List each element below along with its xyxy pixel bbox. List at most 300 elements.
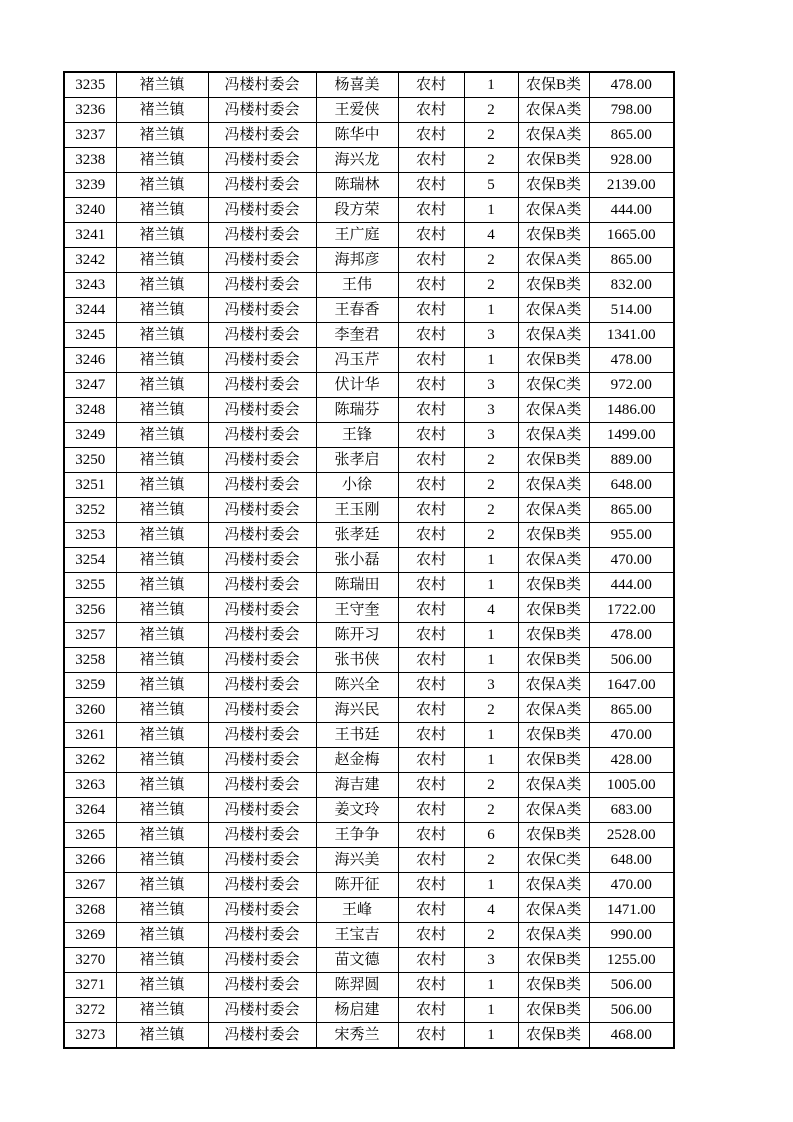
cell-amount: 506.00: [589, 998, 674, 1023]
table-row: [64, 448, 674, 473]
cell-person-count: 2: [464, 98, 518, 123]
cell-amount: 506.00: [589, 973, 674, 998]
table-row: [64, 548, 674, 573]
cell-village: 冯楼村委会: [208, 898, 316, 923]
cell-person-name: 杨喜美: [316, 72, 398, 98]
cell-village: 冯楼村委会: [208, 798, 316, 823]
cell-person-count: 2: [464, 498, 518, 523]
cell-person-count: 1: [464, 723, 518, 748]
cell-village: 冯楼村委会: [208, 248, 316, 273]
cell-person-name: 王春香: [316, 298, 398, 323]
cell-person-count: 1: [464, 198, 518, 223]
cell-village: 冯楼村委会: [208, 548, 316, 573]
cell-residence-type: 农村: [398, 248, 464, 273]
cell-insurance-category: 农保A类: [518, 248, 589, 273]
cell-insurance-category: 农保B类: [518, 998, 589, 1023]
cell-insurance-category: 农保B类: [518, 573, 589, 598]
cell-person-count: 2: [464, 123, 518, 148]
cell-row-id: 3267: [64, 873, 116, 898]
cell-person-name: 姜文玲: [316, 798, 398, 823]
cell-village: 冯楼村委会: [208, 223, 316, 248]
table-row: [64, 598, 674, 623]
cell-amount: 972.00: [589, 373, 674, 398]
cell-row-id: 3250: [64, 448, 116, 473]
cell-amount: 832.00: [589, 273, 674, 298]
cell-amount: 428.00: [589, 748, 674, 773]
cell-residence-type: 农村: [398, 673, 464, 698]
table-row: [64, 198, 674, 223]
cell-village: 冯楼村委会: [208, 948, 316, 973]
cell-residence-type: 农村: [398, 473, 464, 498]
cell-town: 褚兰镇: [116, 923, 208, 948]
cell-village: 冯楼村委会: [208, 323, 316, 348]
cell-row-id: 3269: [64, 923, 116, 948]
table-row: [64, 398, 674, 423]
cell-person-name: 张孝启: [316, 448, 398, 473]
cell-town: 褚兰镇: [116, 173, 208, 198]
cell-village: 冯楼村委会: [208, 1023, 316, 1049]
cell-insurance-category: 农保B类: [518, 223, 589, 248]
cell-person-count: 2: [464, 523, 518, 548]
cell-amount: 1255.00: [589, 948, 674, 973]
cell-insurance-category: 农保B类: [518, 273, 589, 298]
cell-amount: 683.00: [589, 798, 674, 823]
cell-row-id: 3253: [64, 523, 116, 548]
cell-village: 冯楼村委会: [208, 473, 316, 498]
cell-village: 冯楼村委会: [208, 623, 316, 648]
cell-residence-type: 农村: [398, 198, 464, 223]
cell-insurance-category: 农保B类: [518, 348, 589, 373]
cell-town: 褚兰镇: [116, 648, 208, 673]
cell-row-id: 3237: [64, 123, 116, 148]
table-row: [64, 223, 674, 248]
cell-village: 冯楼村委会: [208, 823, 316, 848]
cell-town: 褚兰镇: [116, 848, 208, 873]
cell-residence-type: 农村: [398, 923, 464, 948]
cell-town: 褚兰镇: [116, 748, 208, 773]
cell-residence-type: 农村: [398, 173, 464, 198]
cell-town: 褚兰镇: [116, 198, 208, 223]
cell-insurance-category: 农保B类: [518, 173, 589, 198]
table-row: [64, 773, 674, 798]
cell-town: 褚兰镇: [116, 623, 208, 648]
cell-town: 褚兰镇: [116, 148, 208, 173]
cell-person-count: 2: [464, 923, 518, 948]
cell-town: 褚兰镇: [116, 873, 208, 898]
cell-amount: 478.00: [589, 72, 674, 98]
cell-amount: 648.00: [589, 848, 674, 873]
cell-insurance-category: 农保A类: [518, 798, 589, 823]
cell-town: 褚兰镇: [116, 798, 208, 823]
cell-village: 冯楼村委会: [208, 148, 316, 173]
cell-amount: 865.00: [589, 498, 674, 523]
cell-person-count: 5: [464, 173, 518, 198]
cell-row-id: 3272: [64, 998, 116, 1023]
cell-residence-type: 农村: [398, 323, 464, 348]
cell-person-name: 苗文德: [316, 948, 398, 973]
cell-row-id: 3239: [64, 173, 116, 198]
table-row: [64, 673, 674, 698]
cell-town: 褚兰镇: [116, 973, 208, 998]
cell-residence-type: 农村: [398, 948, 464, 973]
cell-row-id: 3265: [64, 823, 116, 848]
cell-town: 褚兰镇: [116, 72, 208, 98]
table-row: [64, 623, 674, 648]
cell-row-id: 3263: [64, 773, 116, 798]
cell-town: 褚兰镇: [116, 473, 208, 498]
cell-amount: 1471.00: [589, 898, 674, 923]
cell-row-id: 3249: [64, 423, 116, 448]
cell-row-id: 3242: [64, 248, 116, 273]
cell-person-name: 海兴美: [316, 848, 398, 873]
cell-insurance-category: 农保A类: [518, 123, 589, 148]
cell-row-id: 3245: [64, 323, 116, 348]
cell-row-id: 3252: [64, 498, 116, 523]
cell-village: 冯楼村委会: [208, 673, 316, 698]
cell-residence-type: 农村: [398, 698, 464, 723]
cell-residence-type: 农村: [398, 873, 464, 898]
cell-person-name: 张书侠: [316, 648, 398, 673]
cell-village: 冯楼村委会: [208, 848, 316, 873]
cell-residence-type: 农村: [398, 898, 464, 923]
table-row: [64, 148, 674, 173]
cell-insurance-category: 农保C类: [518, 848, 589, 873]
cell-insurance-category: 农保B类: [518, 748, 589, 773]
cell-residence-type: 农村: [398, 498, 464, 523]
table-row: [64, 423, 674, 448]
cell-village: 冯楼村委会: [208, 598, 316, 623]
cell-village: 冯楼村委会: [208, 348, 316, 373]
table-row: [64, 898, 674, 923]
cell-insurance-category: 农保B类: [518, 148, 589, 173]
cell-person-name: 杨启建: [316, 998, 398, 1023]
cell-person-name: 王守奎: [316, 598, 398, 623]
cell-village: 冯楼村委会: [208, 198, 316, 223]
cell-person-count: 1: [464, 648, 518, 673]
cell-town: 褚兰镇: [116, 598, 208, 623]
table-row: [64, 523, 674, 548]
cell-insurance-category: 农保A类: [518, 423, 589, 448]
cell-insurance-category: 农保A类: [518, 198, 589, 223]
cell-person-count: 2: [464, 448, 518, 473]
cell-insurance-category: 农保A类: [518, 398, 589, 423]
cell-town: 褚兰镇: [116, 398, 208, 423]
cell-insurance-category: 农保A类: [518, 698, 589, 723]
cell-person-name: 陈华中: [316, 123, 398, 148]
cell-residence-type: 农村: [398, 548, 464, 573]
cell-town: 褚兰镇: [116, 823, 208, 848]
cell-residence-type: 农村: [398, 423, 464, 448]
cell-person-count: 1: [464, 623, 518, 648]
cell-person-count: 3: [464, 323, 518, 348]
cell-row-id: 3254: [64, 548, 116, 573]
cell-amount: 470.00: [589, 548, 674, 573]
cell-residence-type: 农村: [398, 123, 464, 148]
cell-person-count: 1: [464, 748, 518, 773]
cell-person-name: 海兴民: [316, 698, 398, 723]
cell-row-id: 3247: [64, 373, 116, 398]
cell-person-count: 2: [464, 848, 518, 873]
table-row: [64, 1023, 674, 1049]
cell-amount: 1341.00: [589, 323, 674, 348]
cell-insurance-category: 农保B类: [518, 723, 589, 748]
cell-residence-type: 农村: [398, 823, 464, 848]
cell-person-name: 王锋: [316, 423, 398, 448]
cell-amount: 928.00: [589, 148, 674, 173]
cell-village: 冯楼村委会: [208, 448, 316, 473]
cell-residence-type: 农村: [398, 398, 464, 423]
cell-amount: 2528.00: [589, 823, 674, 848]
cell-amount: 444.00: [589, 198, 674, 223]
cell-row-id: 3251: [64, 473, 116, 498]
cell-insurance-category: 农保C类: [518, 373, 589, 398]
cell-person-name: 伏计华: [316, 373, 398, 398]
cell-town: 褚兰镇: [116, 423, 208, 448]
cell-insurance-category: 农保B类: [518, 823, 589, 848]
cell-person-count: 6: [464, 823, 518, 848]
cell-person-name: 陈羿圆: [316, 973, 398, 998]
cell-row-id: 3271: [64, 973, 116, 998]
cell-insurance-category: 农保B类: [518, 648, 589, 673]
cell-row-id: 3258: [64, 648, 116, 673]
cell-person-count: 1: [464, 873, 518, 898]
cell-person-count: 3: [464, 423, 518, 448]
table-row: [64, 698, 674, 723]
cell-town: 褚兰镇: [116, 448, 208, 473]
cell-person-count: 1: [464, 1023, 518, 1049]
cell-person-name: 海兴龙: [316, 148, 398, 173]
cell-person-name: 王书廷: [316, 723, 398, 748]
cell-residence-type: 农村: [398, 523, 464, 548]
cell-row-id: 3248: [64, 398, 116, 423]
cell-town: 褚兰镇: [116, 323, 208, 348]
cell-town: 褚兰镇: [116, 273, 208, 298]
cell-insurance-category: 农保B类: [518, 598, 589, 623]
cell-amount: 990.00: [589, 923, 674, 948]
cell-row-id: 3241: [64, 223, 116, 248]
cell-town: 褚兰镇: [116, 1023, 208, 1049]
cell-residence-type: 农村: [398, 1023, 464, 1049]
cell-row-id: 3236: [64, 98, 116, 123]
table-row: [64, 748, 674, 773]
cell-insurance-category: 农保B类: [518, 623, 589, 648]
cell-amount: 470.00: [589, 723, 674, 748]
cell-person-count: 2: [464, 148, 518, 173]
table-row: [64, 273, 674, 298]
cell-town: 褚兰镇: [116, 698, 208, 723]
cell-residence-type: 农村: [398, 98, 464, 123]
cell-residence-type: 农村: [398, 648, 464, 673]
cell-village: 冯楼村委会: [208, 748, 316, 773]
table-row: [64, 473, 674, 498]
cell-amount: 889.00: [589, 448, 674, 473]
cell-insurance-category: 农保B类: [518, 1023, 589, 1049]
cell-amount: 1665.00: [589, 223, 674, 248]
cell-village: 冯楼村委会: [208, 173, 316, 198]
table-row: [64, 723, 674, 748]
cell-village: 冯楼村委会: [208, 373, 316, 398]
cell-person-name: 王伟: [316, 273, 398, 298]
cell-amount: 798.00: [589, 98, 674, 123]
cell-amount: 648.00: [589, 473, 674, 498]
cell-person-count: 3: [464, 398, 518, 423]
cell-residence-type: 农村: [398, 448, 464, 473]
cell-amount: 1499.00: [589, 423, 674, 448]
cell-amount: 2139.00: [589, 173, 674, 198]
cell-row-id: 3259: [64, 673, 116, 698]
cell-row-id: 3261: [64, 723, 116, 748]
cell-town: 褚兰镇: [116, 898, 208, 923]
cell-person-count: 1: [464, 548, 518, 573]
cell-residence-type: 农村: [398, 223, 464, 248]
cell-person-count: 2: [464, 773, 518, 798]
cell-town: 褚兰镇: [116, 523, 208, 548]
cell-village: 冯楼村委会: [208, 423, 316, 448]
cell-person-count: 1: [464, 348, 518, 373]
table-row: [64, 173, 674, 198]
cell-row-id: 3238: [64, 148, 116, 173]
cell-person-name: 段方荣: [316, 198, 398, 223]
cell-row-id: 3262: [64, 748, 116, 773]
cell-village: 冯楼村委会: [208, 123, 316, 148]
cell-insurance-category: 农保A类: [518, 473, 589, 498]
cell-person-count: 3: [464, 948, 518, 973]
cell-person-count: 1: [464, 573, 518, 598]
cell-village: 冯楼村委会: [208, 398, 316, 423]
table-row: [64, 573, 674, 598]
cell-town: 褚兰镇: [116, 548, 208, 573]
cell-residence-type: 农村: [398, 623, 464, 648]
cell-amount: 1486.00: [589, 398, 674, 423]
cell-person-name: 陈兴全: [316, 673, 398, 698]
cell-town: 褚兰镇: [116, 373, 208, 398]
cell-person-name: 宋秀兰: [316, 1023, 398, 1049]
cell-row-id: 3243: [64, 273, 116, 298]
cell-insurance-category: 农保A类: [518, 773, 589, 798]
table-row: [64, 498, 674, 523]
cell-person-name: 王争争: [316, 823, 398, 848]
cell-row-id: 3264: [64, 798, 116, 823]
table-row: [64, 823, 674, 848]
cell-village: 冯楼村委会: [208, 923, 316, 948]
cell-person-count: 2: [464, 273, 518, 298]
cell-row-id: 3268: [64, 898, 116, 923]
table-row: [64, 298, 674, 323]
cell-town: 褚兰镇: [116, 348, 208, 373]
cell-town: 褚兰镇: [116, 98, 208, 123]
cell-person-count: 1: [464, 998, 518, 1023]
cell-row-id: 3244: [64, 298, 116, 323]
cell-person-count: 3: [464, 673, 518, 698]
cell-residence-type: 农村: [398, 273, 464, 298]
cell-person-name: 陈开习: [316, 623, 398, 648]
cell-row-id: 3246: [64, 348, 116, 373]
cell-insurance-category: 农保B类: [518, 973, 589, 998]
cell-town: 褚兰镇: [116, 998, 208, 1023]
cell-village: 冯楼村委会: [208, 873, 316, 898]
cell-amount: 478.00: [589, 623, 674, 648]
table-row: [64, 998, 674, 1023]
cell-person-count: 4: [464, 598, 518, 623]
cell-amount: 865.00: [589, 698, 674, 723]
cell-row-id: 3240: [64, 198, 116, 223]
cell-residence-type: 农村: [398, 598, 464, 623]
cell-person-count: 2: [464, 248, 518, 273]
cell-person-name: 海邦彦: [316, 248, 398, 273]
cell-person-name: 海吉建: [316, 773, 398, 798]
table-row: [64, 373, 674, 398]
cell-person-name: 陈瑞芬: [316, 398, 398, 423]
cell-amount: 506.00: [589, 648, 674, 673]
table-row: [64, 72, 674, 98]
cell-person-count: 4: [464, 898, 518, 923]
cell-person-count: 2: [464, 798, 518, 823]
cell-residence-type: 农村: [398, 298, 464, 323]
cell-person-name: 张孝廷: [316, 523, 398, 548]
table-row: [64, 973, 674, 998]
cell-person-name: 王峰: [316, 898, 398, 923]
cell-row-id: 3255: [64, 573, 116, 598]
cell-insurance-category: 农保B类: [518, 948, 589, 973]
cell-town: 褚兰镇: [116, 673, 208, 698]
cell-amount: 1722.00: [589, 598, 674, 623]
table-row: [64, 123, 674, 148]
cell-village: 冯楼村委会: [208, 723, 316, 748]
cell-residence-type: 农村: [398, 723, 464, 748]
cell-row-id: 3235: [64, 72, 116, 98]
cell-amount: 470.00: [589, 873, 674, 898]
table-row: [64, 648, 674, 673]
cell-person-name: 冯玉芹: [316, 348, 398, 373]
table-row: [64, 248, 674, 273]
table-row: [64, 323, 674, 348]
cell-insurance-category: 农保A类: [518, 498, 589, 523]
cell-town: 褚兰镇: [116, 723, 208, 748]
cell-amount: 514.00: [589, 298, 674, 323]
cell-village: 冯楼村委会: [208, 498, 316, 523]
cell-amount: 865.00: [589, 123, 674, 148]
cell-insurance-category: 农保A类: [518, 873, 589, 898]
cell-residence-type: 农村: [398, 373, 464, 398]
cell-amount: 1647.00: [589, 673, 674, 698]
table-row: [64, 923, 674, 948]
cell-row-id: 3273: [64, 1023, 116, 1049]
cell-town: 褚兰镇: [116, 248, 208, 273]
cell-person-count: 2: [464, 698, 518, 723]
cell-village: 冯楼村委会: [208, 98, 316, 123]
insurance-payment-table: [63, 71, 675, 1049]
cell-person-name: 赵金梅: [316, 748, 398, 773]
cell-residence-type: 农村: [398, 998, 464, 1023]
table-row: [64, 848, 674, 873]
cell-amount: 468.00: [589, 1023, 674, 1049]
cell-person-name: 李奎君: [316, 323, 398, 348]
cell-village: 冯楼村委会: [208, 998, 316, 1023]
cell-village: 冯楼村委会: [208, 523, 316, 548]
cell-person-name: 小徐: [316, 473, 398, 498]
cell-town: 褚兰镇: [116, 948, 208, 973]
cell-insurance-category: 农保A类: [518, 323, 589, 348]
cell-insurance-category: 农保A类: [518, 98, 589, 123]
cell-person-name: 王玉刚: [316, 498, 398, 523]
cell-person-name: 张小磊: [316, 548, 398, 573]
cell-person-name: 王广庭: [316, 223, 398, 248]
cell-insurance-category: 农保B类: [518, 448, 589, 473]
cell-insurance-category: 农保A类: [518, 673, 589, 698]
cell-residence-type: 农村: [398, 798, 464, 823]
cell-person-count: 2: [464, 473, 518, 498]
table-row: [64, 348, 674, 373]
